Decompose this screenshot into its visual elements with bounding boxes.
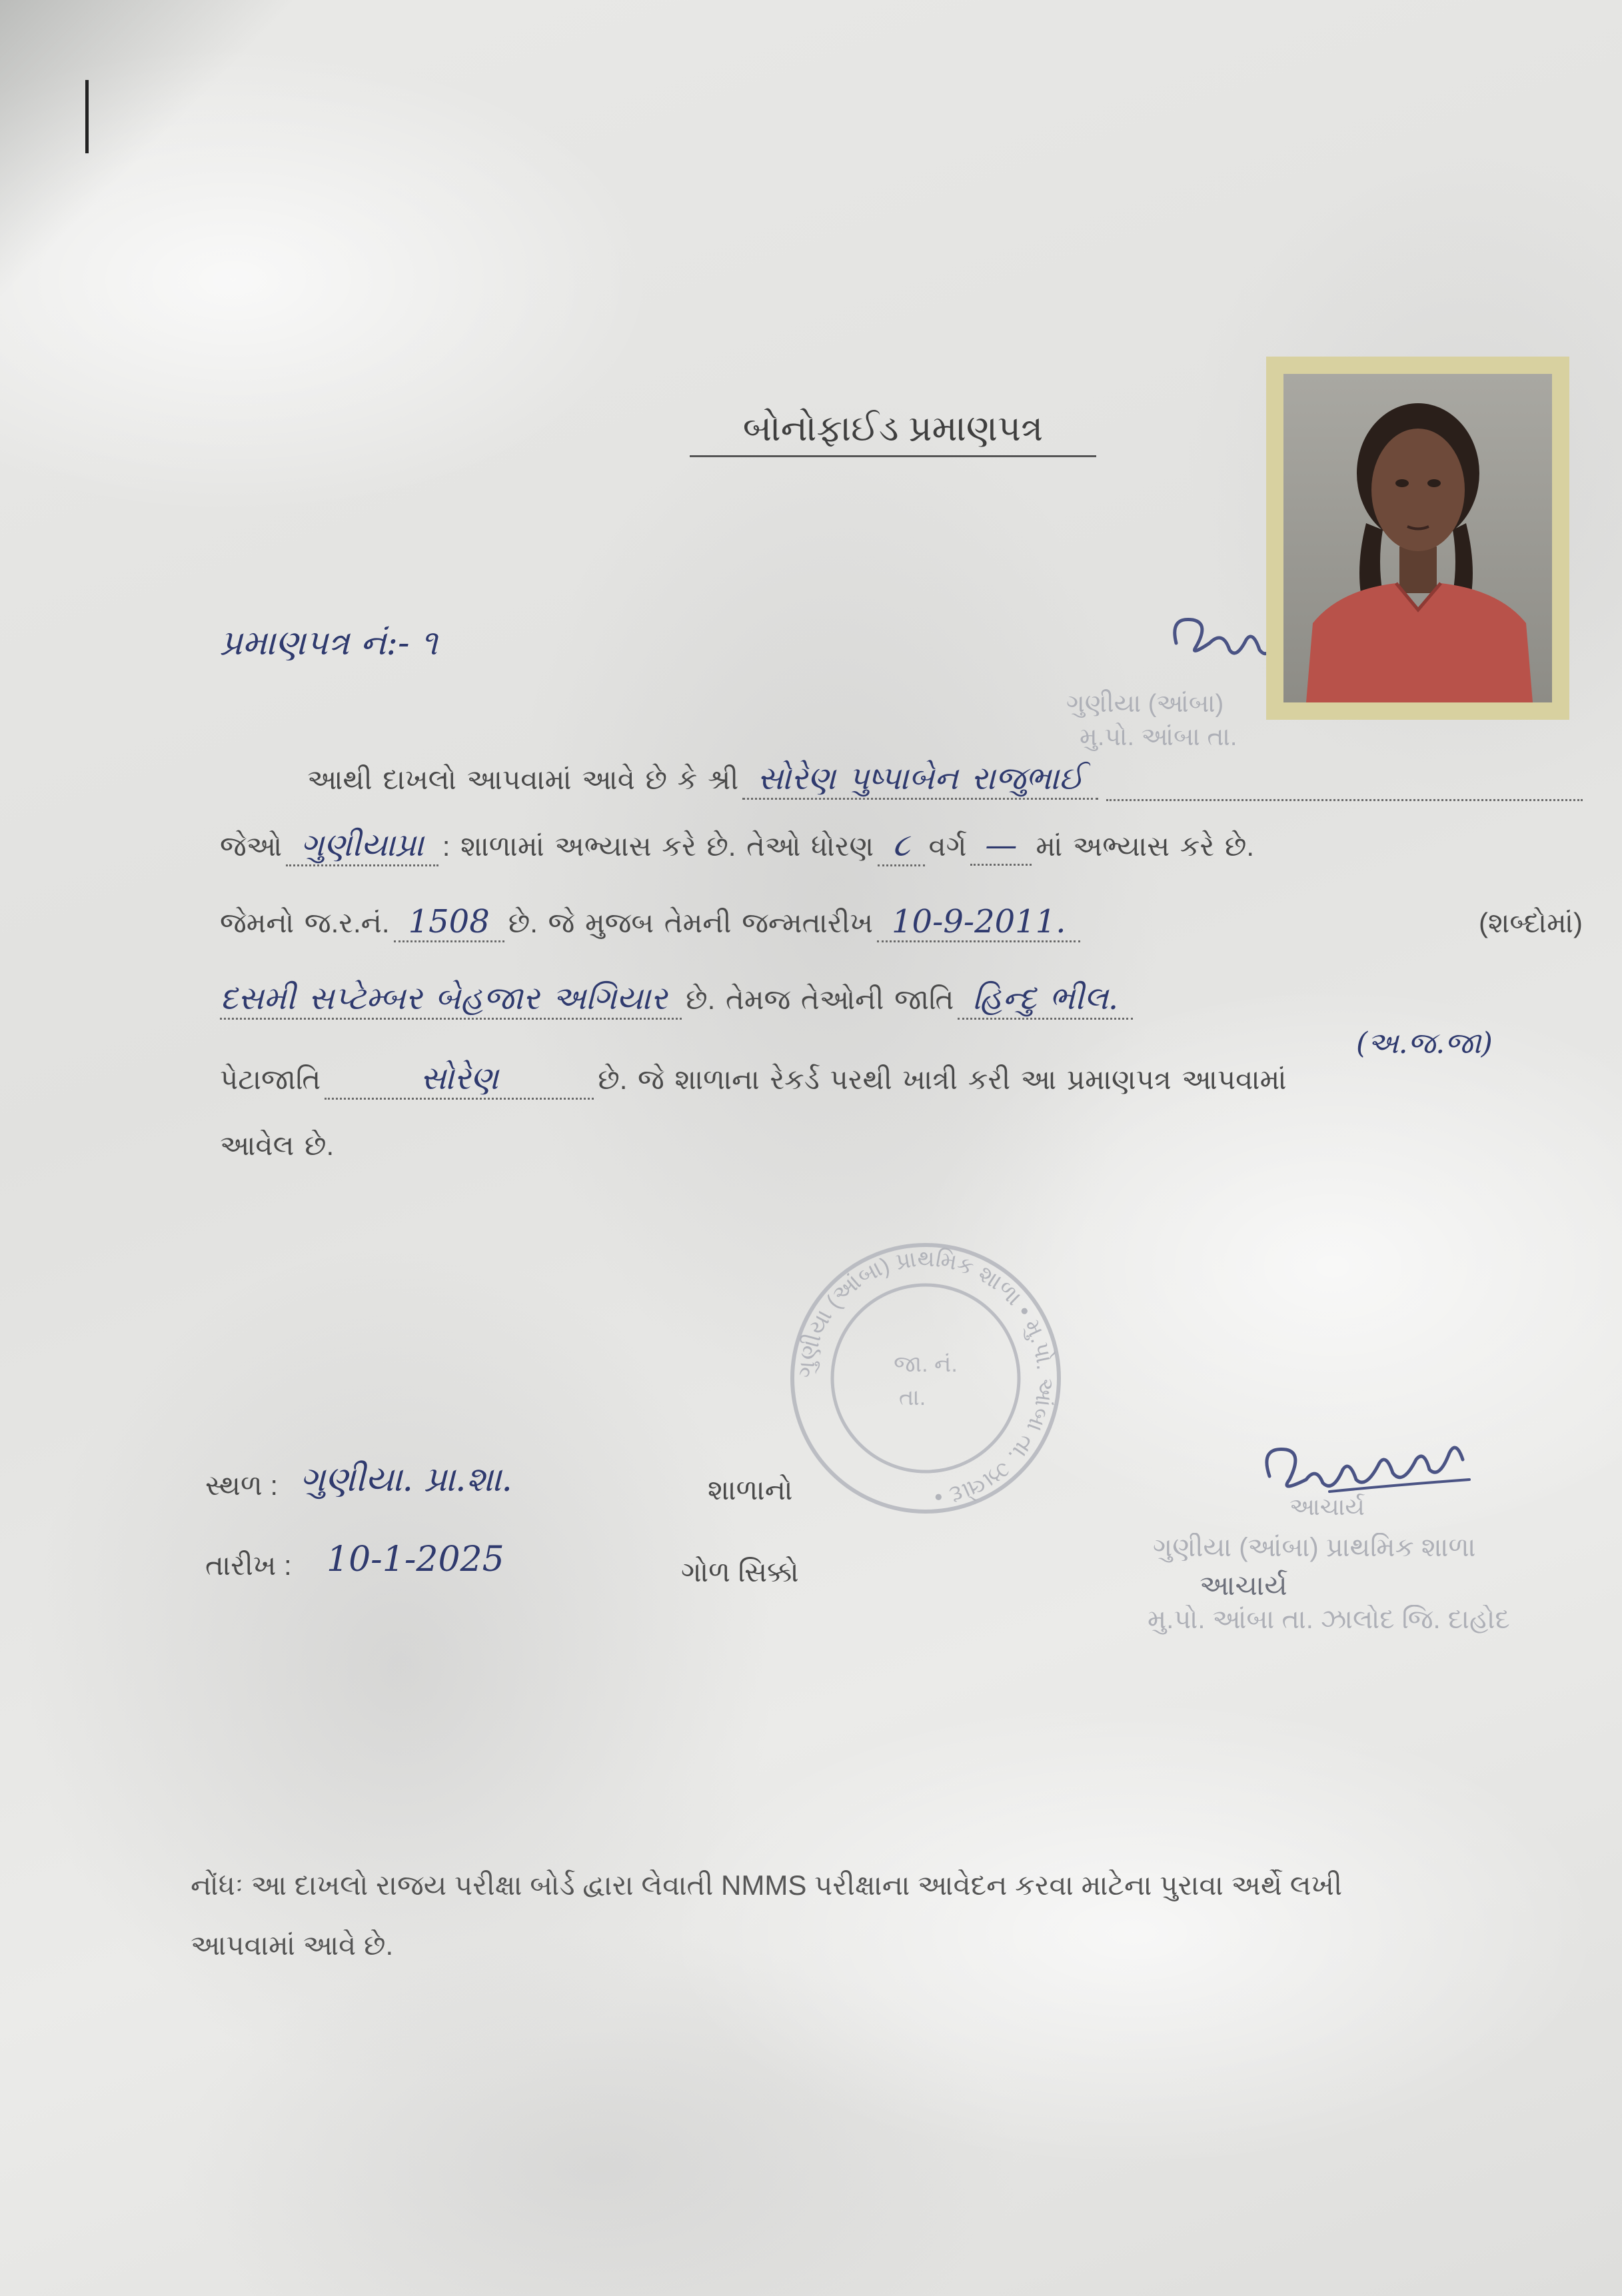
standard-value: ૮ xyxy=(878,826,924,866)
date-value: 10-1-2025 xyxy=(327,1540,504,1580)
body-line-6 xyxy=(220,1130,1583,1183)
division-value: — xyxy=(970,826,1032,866)
place-label: સ્થળ : xyxy=(205,1470,279,1501)
sub-caste-value: સોરેણ xyxy=(325,1060,594,1100)
line4-text-1: છે. તેમજ તેઓની જાતિ xyxy=(686,984,954,1015)
line3-prefix: જેમનો જ.ર.નં. xyxy=(220,907,390,938)
certificate-number: પ્રમાણપત્ર નં:- ૧ xyxy=(220,623,438,663)
scan-edge-mark xyxy=(85,80,89,153)
student-photo xyxy=(1266,357,1569,720)
place-value: ગુણીયા. પ્રા.શા. xyxy=(300,1460,512,1500)
body-line-4 xyxy=(220,980,1583,1033)
scan-corner-shadow xyxy=(0,0,466,467)
caste-value: હિન્દુ ભીલ. xyxy=(958,980,1133,1020)
line3-text-2: (શબ્દોમાં) xyxy=(1479,907,1583,938)
body-line-1 xyxy=(220,760,1583,813)
seal-date: તા. xyxy=(898,1385,926,1410)
line3-text-1: છે. જે મુજબ તેમની જન્મતારીખ xyxy=(508,907,874,938)
gr-number: 1508 xyxy=(394,903,504,942)
seal-inward-no: જા. નં. xyxy=(894,1352,958,1377)
birth-date-words: દસમી સપ્ટેમ્બર બેહજાર અગિયાર xyxy=(220,980,682,1020)
line2-text-1: : શાળામાં અભ્યાસ કરે છે. તેઓ ધોરણ xyxy=(442,830,874,862)
line6-text: આવેલ છે. xyxy=(220,1130,335,1161)
date-label: તારીખ : xyxy=(205,1550,292,1581)
principal-title: આચાર્ય xyxy=(1200,1570,1287,1601)
seal-ring-text: ગુણીયા (આંબા) પ્રાથમિક શાળા • મુ.પો. આંબા તા. ઝાલોદ • xyxy=(793,1246,1059,1510)
line2-text-2: વર્ગ xyxy=(928,830,967,862)
body-line-2 xyxy=(220,826,1583,880)
student-name: સોરેણ પુષ્પાબેન રાજુભાઈ xyxy=(742,760,1098,800)
photo-stamp-school: ગુણીયા (આંબા) xyxy=(1066,690,1224,718)
student-photo-image xyxy=(1266,357,1569,720)
line2-text-3: માં અભ્યાસ કરે છે. xyxy=(1036,830,1255,862)
principal-stamp-school: ગુણીયા (આંબા) પ્રાથમિક શાળા xyxy=(1153,1533,1476,1562)
caste-note: (અ.જ.જા) xyxy=(1356,1026,1493,1060)
line2-prefix: જેઓ xyxy=(220,830,283,862)
principal-stamp-address: મુ.પો. આંબા તા. ઝાલોદ જિ. દાહોદ xyxy=(1148,1605,1510,1634)
line5-prefix: પેટાજાતિ xyxy=(220,1064,321,1095)
seal-label-round: ગોળ સિક્કો xyxy=(681,1556,799,1588)
certificate-title: બોનોફાઈડ પ્રમાણપત્ર xyxy=(690,408,1096,457)
seal-label-school: શાળાનો xyxy=(708,1474,793,1506)
photo-stamp-address: મુ.પો. આંબા તા. xyxy=(1080,723,1237,751)
principal-signature xyxy=(1249,1433,1483,1506)
dotted-fill-line xyxy=(1106,798,1583,801)
note-line-2: આપવામાં આવે છે. xyxy=(191,1929,394,1961)
round-school-seal xyxy=(786,1238,1066,1518)
line5-text-1: છે. જે શાળાના રેકર્ડ પરથી ખાત્રી કરી આ પ્રમાણપત્ર આપવામાં xyxy=(598,1064,1287,1095)
body-line-5 xyxy=(220,1060,1583,1113)
birth-date: 10-9-2011. xyxy=(877,903,1080,942)
note-line-1: નોંધઃ આ દાખલો રાજય પરીક્ષા બોર્ડ દ્વારા લેવાતી NMMS પરીક્ષાના આવેદન કરવા માટેના પુરાવા અર્થે લખી xyxy=(191,1869,1343,1901)
principal-title-faint: આચાર્ય xyxy=(1289,1493,1365,1520)
body-line-3 xyxy=(220,903,1583,956)
school-name: ગુણીયાપ્રા xyxy=(286,826,438,866)
line1-text: આથી દાખલો આપવામાં આવે છે કે શ્રી xyxy=(307,764,739,795)
